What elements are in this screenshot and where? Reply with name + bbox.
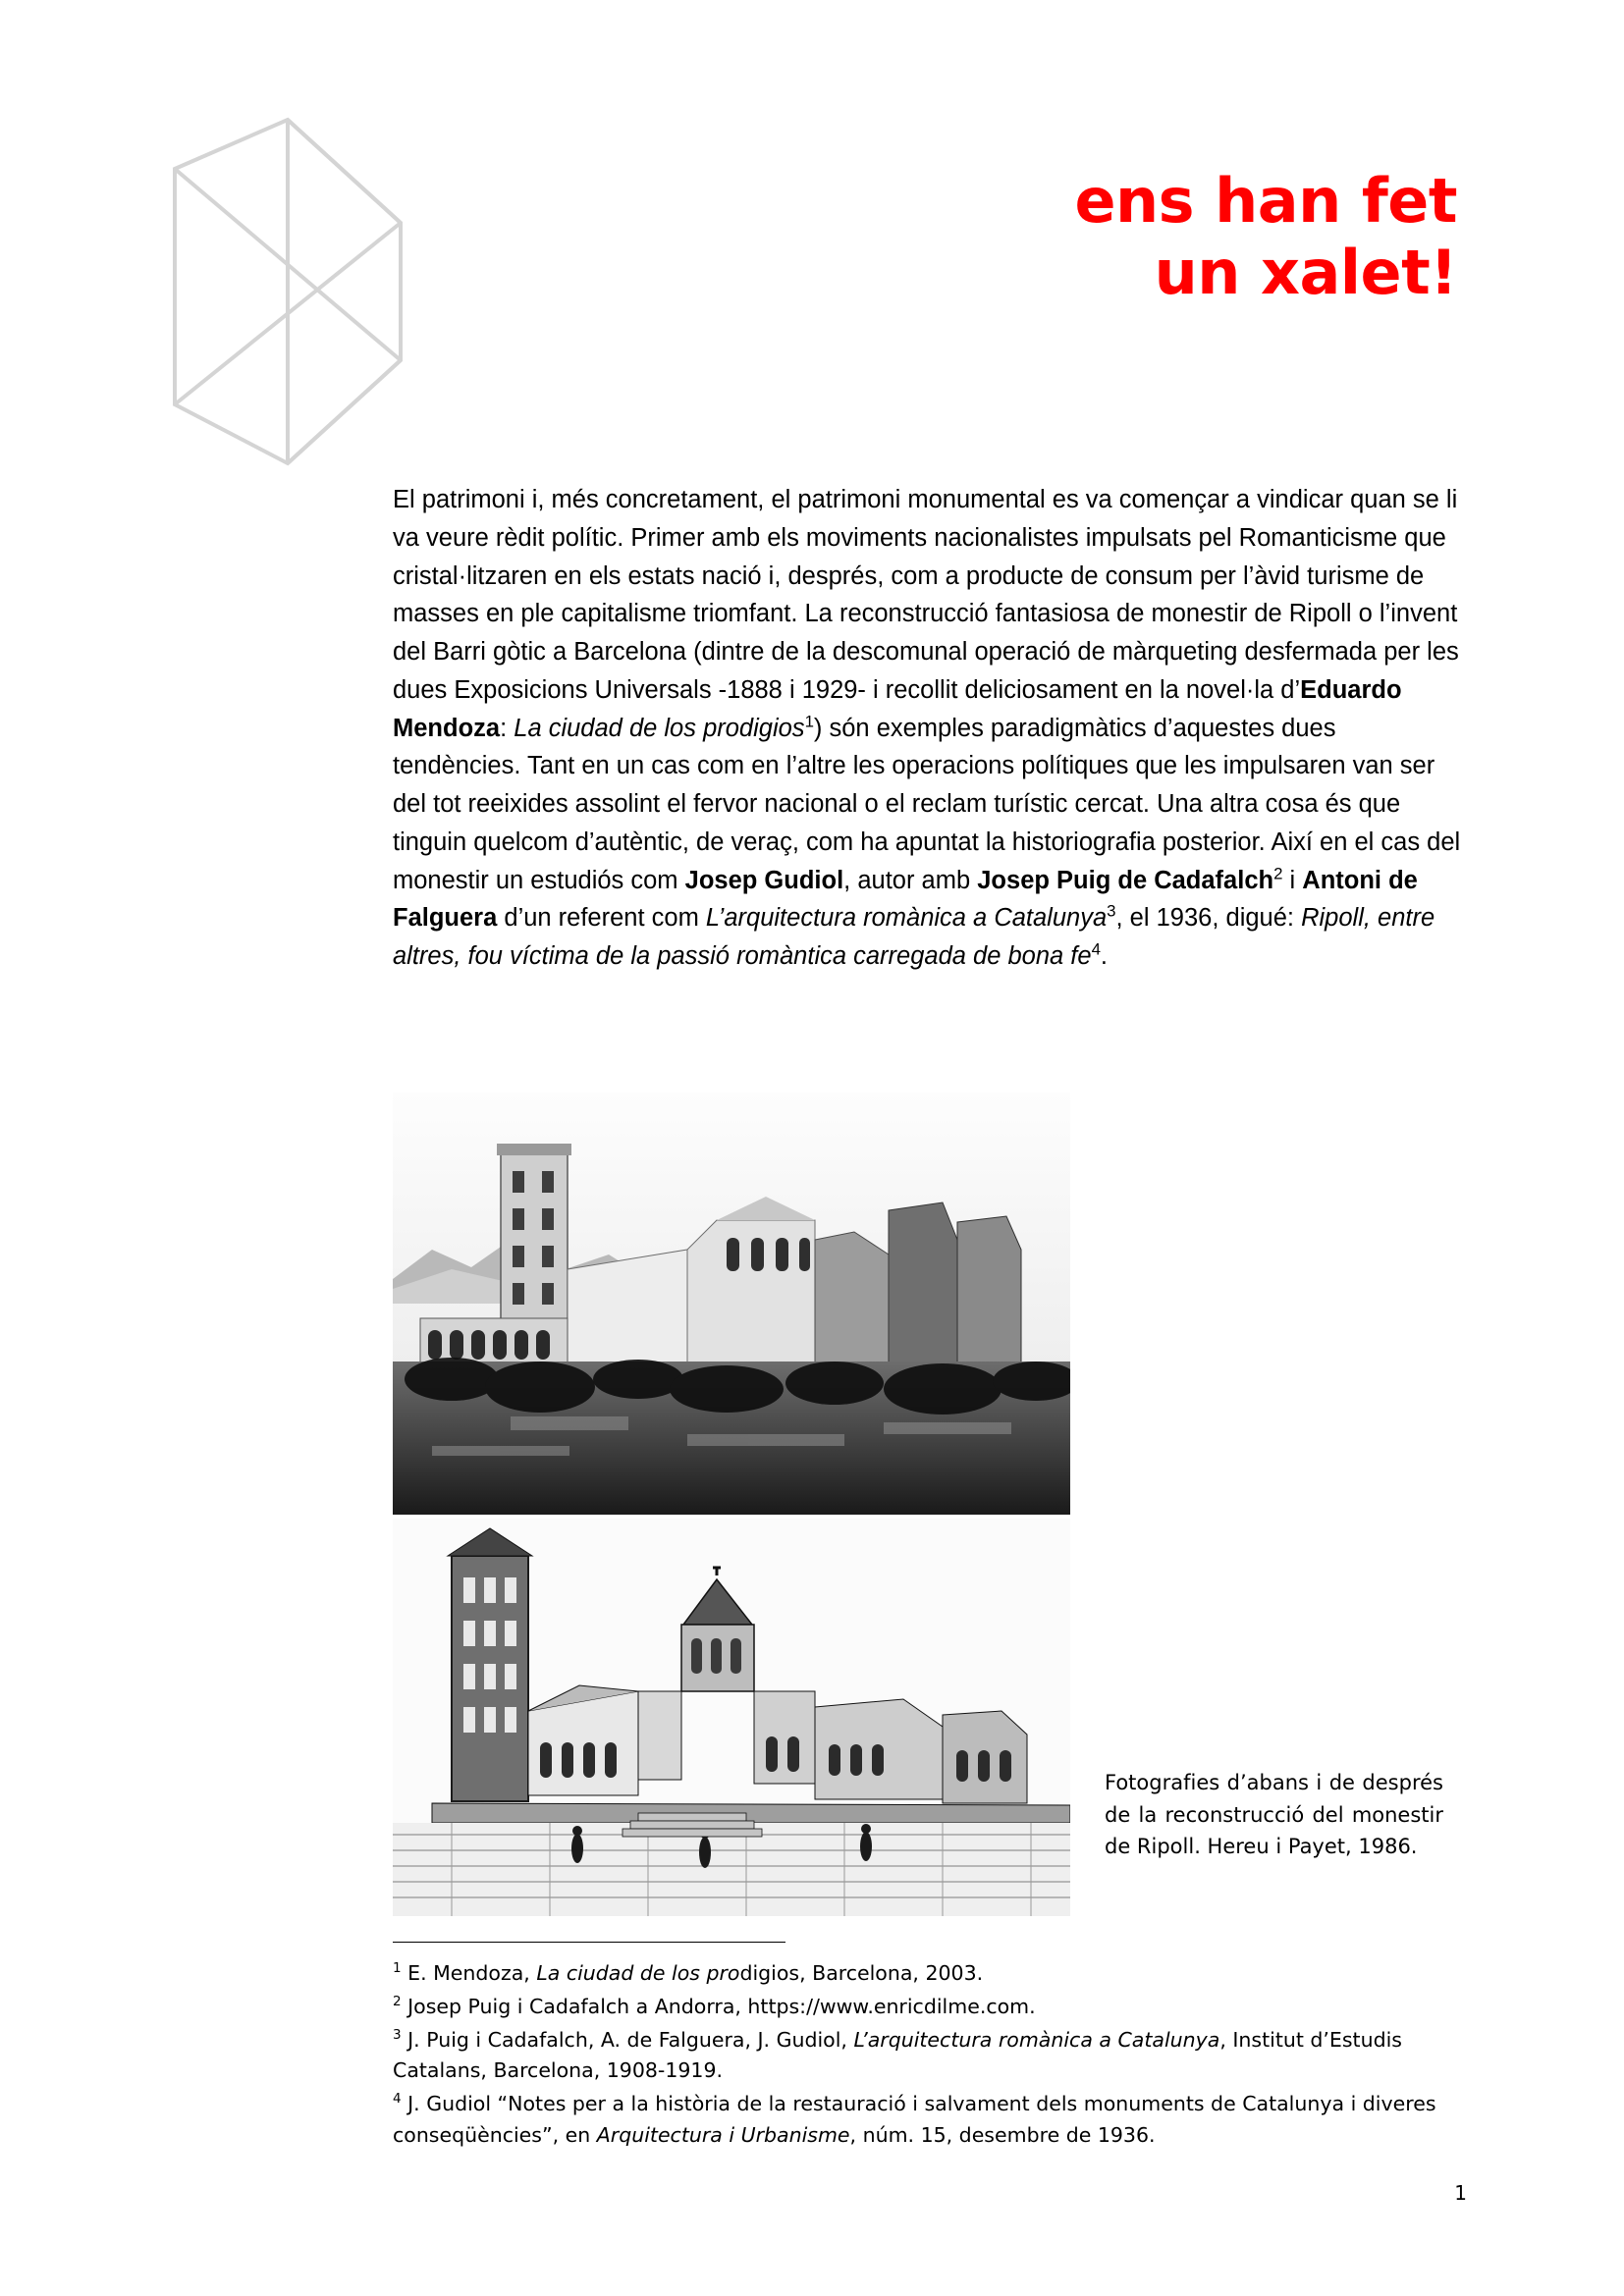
body-quote: Ripoll, entre altres, fou víctima de la passió romàntica carregada de bona fe xyxy=(393,904,1435,970)
body-segment-1: El patrimoni i, més concretament, el patrimoni monumental es va començar a vindicar quan se li va veure rèdit polític. Primer amb els moviments nacionalistes impulsats pel Romanticisme que cristal·litzaren en els estats nació i, després, com a producte de consum per l’àvid turisme de masses en ple capitalisme triomfant. La reconstrucció fantasiosa de monestir de Ripoll o l’invent del Barri gòtic a Barcelona (dintre de la descomunal operació de màrqueting desfermada per les dues Exposicions Universals -1888 i 1929- i recollit deliciosament en la novel·la d’ xyxy=(393,486,1459,704)
footnote-marker-3: 3 xyxy=(393,2026,402,2043)
photo-monastery-after xyxy=(393,1519,1070,1916)
author-puig-de-cadafalch: Josep Puig de Cadafalch xyxy=(977,866,1274,894)
footnote-ref-2: 2 xyxy=(1273,864,1283,882)
figure-caption: Fotografies d’abans i de després de la reconstrucció del monestir de Ripoll. Hereu i Payet, 1986. xyxy=(1105,1771,1443,1859)
footnote-text-2a: Josep Puig i Cadafalch a Andorra, https://www.enricdilme.com. xyxy=(401,1994,1036,2018)
footnote-text-3a: J. Puig i Cadafalch, A. de Falguera, J. Gudiol, xyxy=(401,2027,854,2052)
footnote-text-4a: J. Gudiol “Notes per a la història de la restauració i salvament dels monuments de Catalunya i diveres conseqüències”, en xyxy=(393,2092,1436,2147)
footnote-marker-1: 1 xyxy=(393,1960,402,1977)
footnote-ref-3: 3 xyxy=(1107,901,1116,921)
footnote-separator xyxy=(393,1942,785,1943)
photo-monastery-before xyxy=(393,1093,1070,1515)
page-title xyxy=(593,165,1457,308)
author-falguera: Antoni de Falguera xyxy=(393,866,1418,933)
footnote-item xyxy=(393,2089,1463,2152)
footnote-ref-1: 1 xyxy=(804,712,814,730)
body-segment-5: i xyxy=(1282,866,1303,894)
diamond-outline-logo xyxy=(165,110,410,473)
footnote-italic-3: L’arquitectura romànica a Catalunya xyxy=(853,2027,1220,2052)
body-segment-2: : xyxy=(500,714,514,742)
author-mendoza: Eduardo Mendoza xyxy=(393,675,1402,742)
body-paragraph xyxy=(393,481,1463,976)
footnote-item xyxy=(393,1992,1463,2023)
footnote-text-1a: E. Mendoza, xyxy=(401,1961,537,1985)
footnote-ref-4: 4 xyxy=(1091,939,1101,959)
body-segment-4: , autor amb xyxy=(843,866,978,894)
footnote-text-1b: digios, Barcelona, 2003. xyxy=(739,1961,984,1985)
body-segment-3: ) són exemples paradigmàtics d’aquestes dues tendències. Tant en un cas com en l’altre les operacions polítiques que les impulsaren van ser del tot reeixides assolint el fervor nacional o el reclam turístic cercat. Una altra cosa és que tinguin quelcom d’autèntic, de veraç, com ha apuntat la historiografia posterior. Així en el cas del monestir un estudiós com xyxy=(393,714,1461,894)
footnote-text-3b: , Institut d’Estudis Catalans, Barcelona, 1908-1919. xyxy=(393,2027,1402,2083)
author-gudiol: Josep Gudiol xyxy=(684,866,844,894)
body-segment-6: d’un referent com xyxy=(497,904,706,933)
page-number: 1 xyxy=(1454,2181,1467,2205)
footnote-marker-4: 4 xyxy=(393,2091,402,2108)
work-title-2: L’arquitectura romànica a Catalunya xyxy=(705,904,1108,933)
footnote-italic-1: La ciudad de los pro xyxy=(536,1961,740,1985)
footnotes-list xyxy=(393,1958,1463,2154)
title-line-2: un xalet! xyxy=(1154,237,1457,309)
footnote-item xyxy=(393,1958,1463,1990)
work-title-1: La ciudad de los prodigios xyxy=(514,714,805,742)
footnote-text-4b: , núm. 15, desembre de 1936. xyxy=(849,2122,1156,2147)
footnote-marker-2: 2 xyxy=(393,1993,402,2009)
body-segment-7: , el 1936, digué: xyxy=(1115,904,1302,933)
body-segment-8: . xyxy=(1100,942,1109,970)
title-line-1: ens han fet xyxy=(1074,165,1457,237)
footnote-item xyxy=(393,2025,1463,2088)
footnote-italic-4: Arquitectura i Urbanisme xyxy=(596,2122,850,2147)
